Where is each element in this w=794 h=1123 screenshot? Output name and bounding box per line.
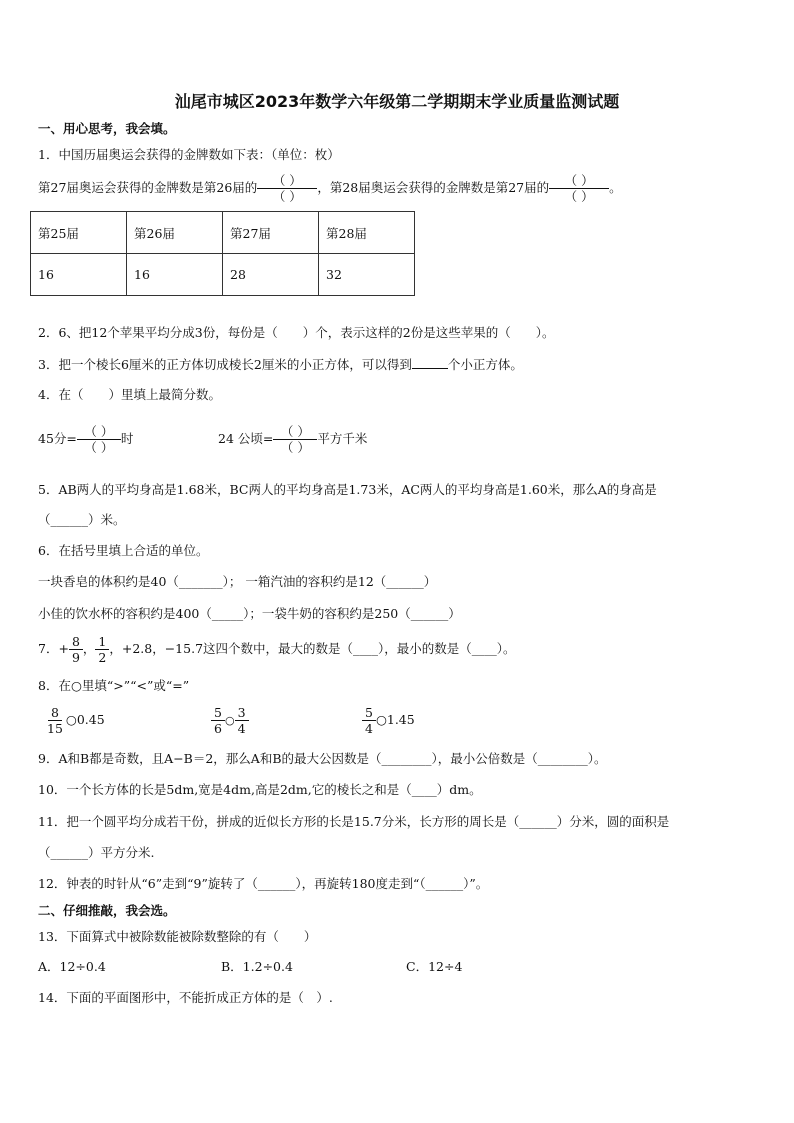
fraction-numerator-blank: （ ） bbox=[273, 424, 317, 440]
table-header-cell: 第27届 bbox=[223, 212, 319, 254]
q8-b-fraction-2 bbox=[235, 705, 249, 736]
medal-table bbox=[30, 211, 415, 296]
table-cell: 16 bbox=[127, 254, 223, 296]
fraction-denominator: 9 bbox=[71, 650, 80, 665]
fraction-numerator: 1 bbox=[95, 634, 109, 650]
q11-line2: （______）平方分米. bbox=[38, 845, 155, 860]
q1-text bbox=[38, 173, 622, 204]
table-cell: 16 bbox=[31, 254, 127, 296]
table-header-cell: 第28届 bbox=[319, 212, 415, 254]
q8-c-tail: ○1.45 bbox=[375, 712, 415, 727]
section2-heading: 二、仔细推敲，我会选。 bbox=[38, 903, 176, 918]
q4-a-post: 时 bbox=[120, 431, 134, 446]
fraction-denominator-blank: （ ） bbox=[564, 189, 594, 204]
q8-b-fraction-1 bbox=[211, 705, 225, 736]
q8-part-a bbox=[44, 705, 105, 736]
fraction-denominator: 4 bbox=[365, 721, 373, 736]
q8-part-b bbox=[211, 705, 249, 736]
fraction-numerator: 5 bbox=[362, 705, 376, 721]
fraction-denominator: 15 bbox=[47, 721, 63, 736]
q9: 9．A和B都是奇数，且A−B＝2，那么A和B的最大公因数是（________），最小公倍数是（________）。 bbox=[38, 751, 607, 766]
q7-rest: ，+2.8，−15.7这四个数中，最大的数是（____），最小的数是（____）。 bbox=[109, 641, 516, 656]
q13-option-b: B．1.2÷0.4 bbox=[221, 959, 293, 974]
q14: 14．下面的平面图形中，不能折成正方体的是（ ）. bbox=[38, 990, 333, 1005]
q6-line2: 小佳的饮水杯的容积约是400（_____）；一袋牛奶的容积约是250（______） bbox=[38, 606, 461, 621]
fraction-numerator: 8 bbox=[48, 705, 62, 721]
fraction-numerator-blank: （ ） bbox=[257, 173, 317, 189]
q4-part-b bbox=[218, 424, 367, 455]
q1-fraction-blank-1 bbox=[257, 173, 317, 204]
q13-option-c: C．12÷4 bbox=[406, 959, 463, 974]
q6-line1: 一块香皂的体积约是40（_______）； 一箱汽油的容积约是12（______） bbox=[38, 574, 437, 589]
fraction-denominator-blank: （ ） bbox=[84, 440, 114, 455]
q5-line2: （______）米。 bbox=[38, 512, 126, 527]
q1-text-c: 。 bbox=[609, 180, 622, 195]
q12: 12．钟表的时针从“6”走到“9”旋转了（______），再旋转180度走到“（______）”。 bbox=[38, 876, 489, 891]
table-header-cell: 第26届 bbox=[127, 212, 223, 254]
table-row bbox=[31, 212, 415, 254]
fraction-denominator-blank: （ ） bbox=[272, 189, 302, 204]
q13-stem: 13．下面算式中被除数能被除数整除的有（ ） bbox=[38, 929, 317, 944]
q11-line1: 11．把一个圆平均分成若干份，拼成的近似长方形的长是15.7分米，长方形的周长是（______）分米，圆的面积是 bbox=[38, 814, 670, 829]
compare-circle: ○ bbox=[224, 714, 235, 727]
q6-stem: 6．在括号里填上合适的单位。 bbox=[38, 543, 209, 558]
q3 bbox=[38, 356, 523, 373]
q4-a-pre: 45分= bbox=[38, 431, 77, 446]
fraction-denominator: 6 bbox=[214, 721, 222, 736]
table-cell: 28 bbox=[223, 254, 319, 296]
fraction-denominator: 2 bbox=[98, 650, 107, 665]
q5-line1: 5．AB两人的平均身高是1.68米，BC两人的平均身高是1.73米，AC两人的平均身高是1.60米，那么A的身高是 bbox=[38, 482, 657, 497]
fraction-numerator: 3 bbox=[235, 705, 249, 721]
q4-b-fraction-blank bbox=[273, 424, 317, 455]
fraction-numerator: 5 bbox=[211, 705, 225, 721]
q4-part-a bbox=[38, 424, 133, 455]
q4-b-pre: 24 公顷= bbox=[218, 431, 274, 446]
q4-b-post: 平方千米 bbox=[317, 431, 368, 446]
fraction-denominator: 4 bbox=[237, 721, 246, 736]
q3-text-a: 3．把一个棱长6厘米的正方体切成棱长2厘米的小正方体，可以得到 bbox=[38, 357, 412, 372]
q1-text-b: ，第28届奥运会获得的金牌数是第27届的 bbox=[317, 180, 550, 195]
q13-option-a: A．12÷0.4 bbox=[38, 959, 106, 974]
q7-separator: ， bbox=[82, 641, 96, 656]
section1-heading: 一、用心思考，我会填。 bbox=[38, 121, 176, 136]
q8-c-fraction bbox=[362, 705, 376, 736]
q10: 10．一个长方体的长是5dm,宽是4dm,高是2dm,它的棱长之和是（____）dm。 bbox=[38, 782, 482, 797]
q7-fraction-2 bbox=[95, 634, 109, 665]
q4-a-fraction-blank bbox=[77, 424, 121, 455]
q8-a-fraction bbox=[44, 705, 66, 736]
q7-prefix: 7．+ bbox=[38, 641, 69, 656]
q8-stem: 8．在○里填“>”“<”或“=” bbox=[38, 678, 190, 693]
q7 bbox=[38, 634, 516, 665]
q4-stem: 4．在（ ）里填上最简分数。 bbox=[38, 387, 221, 402]
q1-fraction-blank-2 bbox=[549, 173, 609, 204]
fraction-numerator-blank: （ ） bbox=[77, 424, 121, 440]
answer-blank bbox=[412, 356, 448, 369]
page-title: 汕尾市城区2023年数学六年级第二学期期末学业质量监测试题 bbox=[174, 92, 620, 111]
q1-stem: 1．中国历届奥运会获得的金牌数如下表：（单位：枚） bbox=[38, 147, 340, 162]
table-header-cell: 第25届 bbox=[31, 212, 127, 254]
q3-text-b: 个小正方体。 bbox=[447, 357, 523, 372]
table-cell: 32 bbox=[319, 254, 415, 296]
q1-text-a: 第27届奥运会获得的金牌数是第26届的 bbox=[38, 180, 258, 195]
fraction-numerator: 8 bbox=[69, 634, 83, 650]
fraction-numerator-blank: （ ） bbox=[549, 173, 609, 189]
table-row bbox=[31, 254, 415, 296]
q2: 2．6、把12个苹果平均分成3份，每份是（ ）个，表示这样的2份是这些苹果的（ ）。 bbox=[38, 325, 555, 340]
q7-fraction-1 bbox=[69, 634, 83, 665]
q8-a-tail: ○0.45 bbox=[65, 712, 105, 727]
fraction-denominator-blank: （ ） bbox=[280, 440, 310, 455]
q8-part-c bbox=[362, 705, 415, 736]
